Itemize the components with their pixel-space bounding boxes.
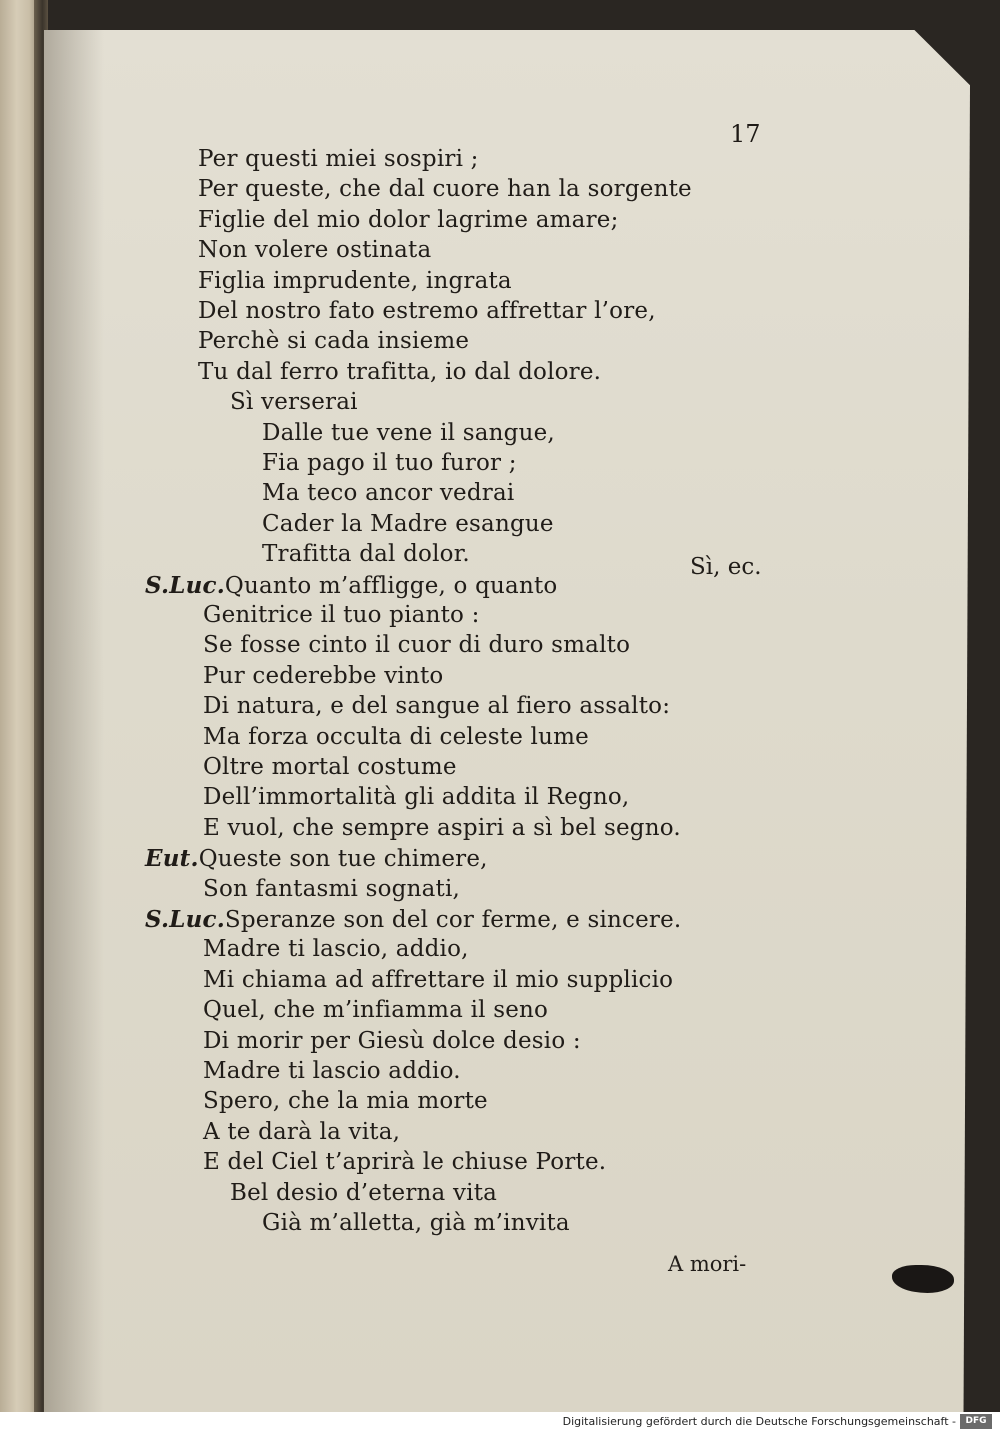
line-text: A te darà la vita, [203, 1118, 401, 1145]
text-line [262, 511, 554, 537]
text-line [203, 724, 589, 750]
line-text: Se fosse cinto il cuor di duro smalto [203, 632, 631, 659]
line-text: Perchè si cada insieme [198, 328, 470, 355]
text-line [198, 298, 656, 324]
text-line [203, 815, 681, 841]
funding-note: Digitalisierung gefördert durch die Deutsche Forschungsgemeinschaft - [562, 1415, 956, 1428]
line-text: Queste son tue chimere, [198, 846, 488, 873]
line-text: Fia pago il tuo furor ; [262, 450, 517, 476]
line-text: Pur cederebbe vinto [203, 662, 444, 689]
text-line [203, 784, 629, 810]
line-text: Genitrice il tuo pianto : [203, 602, 480, 628]
line-text: Non volere ostinata [198, 237, 432, 264]
text-line [203, 876, 460, 902]
text-line [230, 389, 358, 415]
line-text: Quanto m’affligge, o quanto [224, 572, 558, 599]
line-text: Tu dal ferro trafitta, io dal dolore. [198, 358, 602, 385]
text-line [203, 602, 480, 628]
line-text: Trafitta dal dolor. [262, 541, 470, 568]
line-text: Spero, che la mia morte [203, 1088, 488, 1115]
page-shadow [44, 30, 104, 1412]
text-line [198, 176, 692, 202]
line-text: Per queste, che dal cuore han la sorgente [198, 176, 692, 203]
text-line [203, 997, 548, 1023]
text-line [203, 693, 670, 719]
line-text: Del nostro fato estremo affrettar l’ore, [198, 298, 656, 324]
text-line [198, 207, 619, 233]
text-line [203, 663, 443, 689]
text-line [145, 906, 681, 933]
text-line [262, 450, 517, 476]
text-line [262, 480, 514, 506]
line-text: Per questi miei sospiri ; [198, 146, 479, 172]
line-text: Di morir per Giesù dolce desio : [203, 1027, 581, 1054]
line-text: Speranze son del cor ferme, e sincere. [224, 907, 682, 933]
text-line [203, 936, 469, 962]
book-page [44, 30, 970, 1412]
dfg-logo: DFG [960, 1414, 992, 1429]
line-text: Mi chiama ad affrettare il mio supplicio [203, 966, 674, 993]
line-text: Son fantasmi sognati, [203, 875, 461, 902]
speaker-label: S.Luc. [145, 571, 225, 599]
text-line [198, 146, 479, 172]
line-text: Dell’immortalità gli addita il Regno, [203, 784, 630, 811]
text-line [230, 1180, 497, 1206]
text-line [198, 359, 601, 385]
line-text: Figlia imprudente, ingrata [198, 267, 512, 294]
line-text: Dalle tue vene il sangue, [262, 419, 555, 446]
line-text: Madre ti lascio addio. [203, 1058, 461, 1084]
speaker-label: Eut. [145, 845, 199, 873]
line-text: Figlie del mio dolor lagrime amare; [198, 206, 619, 233]
line-text: E del Ciel t’aprirà le chiuse Porte. [203, 1149, 607, 1176]
text-line [145, 845, 488, 872]
text-line [203, 1149, 606, 1175]
text-line [198, 237, 431, 263]
aria-cue: Sì, ec. [690, 554, 762, 580]
line-text: Sì verserai [230, 389, 358, 416]
text-line [203, 754, 457, 780]
line-text: Cader la Madre esangue [262, 510, 554, 537]
text-line [203, 632, 630, 658]
line-text: Quel, che m’infiamma il seno [203, 997, 549, 1024]
line-text: Bel desio d’eterna vita [230, 1179, 498, 1206]
line-text: Oltre mortal costume [203, 754, 457, 780]
text-line [203, 1028, 581, 1054]
text-line [145, 572, 557, 599]
text-line [203, 1058, 461, 1084]
text-line [262, 1210, 570, 1236]
line-text: Di natura, e del sangue al fiero assalto: [203, 693, 671, 720]
catchword: A mori- [668, 1252, 747, 1276]
text-line [262, 420, 555, 446]
line-text: E vuol, che sempre aspiri a sì bel segno. [203, 814, 681, 841]
text-line [203, 967, 673, 993]
text-line [203, 1088, 488, 1114]
text-line [198, 328, 469, 354]
text-line [203, 1119, 400, 1145]
page-number: 17 [730, 120, 761, 148]
line-text: Già m’alletta, già m’invita [262, 1210, 570, 1236]
line-text: Madre ti lascio, addio, [203, 936, 469, 963]
text-line [262, 541, 470, 567]
speaker-label: S.Luc. [145, 906, 225, 933]
line-text: Ma forza occulta di celeste lume [203, 723, 589, 750]
text-line [198, 268, 512, 294]
line-text: Ma teco ancor vedrai [262, 480, 515, 507]
